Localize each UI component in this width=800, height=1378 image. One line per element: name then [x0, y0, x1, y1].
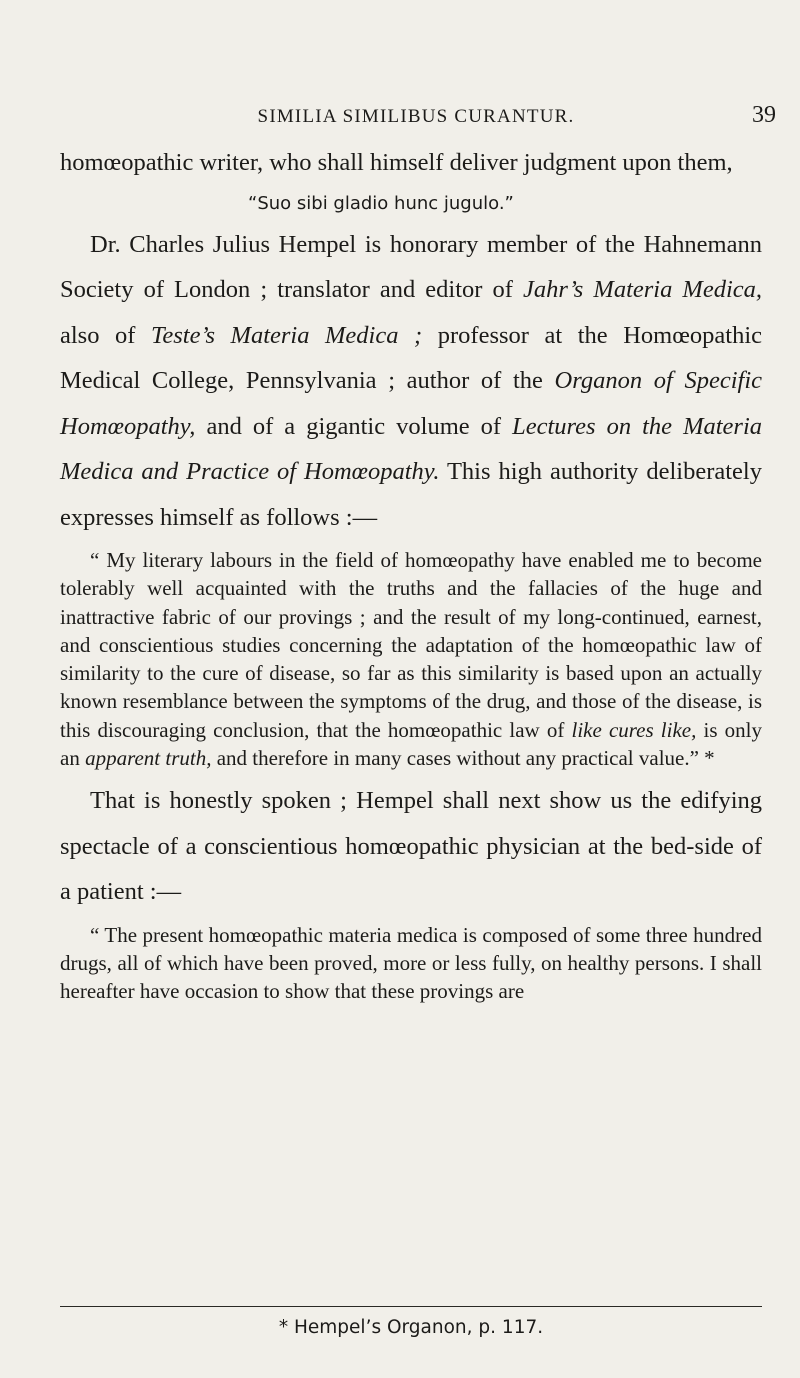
- footnote: * Hempel’s Organon, p. 117.: [278, 1317, 544, 1338]
- phrase-apparent-truth: apparent truth,: [85, 746, 212, 771]
- text-run: and therefore in many cases without any practical value.” *: [211, 746, 715, 771]
- text-run: and of a gigantic volume of: [195, 412, 513, 440]
- paragraph-hempel-credentials: [60, 222, 762, 541]
- running-head: [116, 102, 776, 136]
- title-organon: Organon of Specific Homœopathy,: [60, 367, 762, 440]
- title-lectures: Lectures on the Materia Medica and Practice of Homœopathy.: [60, 412, 762, 485]
- text-run: is only an: [60, 717, 763, 771]
- title-teste-materia-medica: Teste’s Materia Medica ;: [150, 321, 423, 349]
- phrase-like-cures-like: like cures like,: [571, 717, 697, 742]
- running-title: SIMILIA SIMILIBUS CURANTUR.: [257, 106, 575, 127]
- paragraph-honestly-spoken: That is honestly spoken ; Hempel shall next show us the edifying spectacle of a conscientious homœopathic physician at the bed-side of a patient :—: [60, 787, 762, 906]
- text-run: professor at the Homœopathic Medical College, Pennsylvania ; author of the: [60, 321, 762, 394]
- page-number: 39: [752, 102, 776, 128]
- text-run: Dr. Charles Julius Hempel is honorary member of the Hahnemann Society of London ; translator and editor of: [60, 230, 762, 303]
- text-run: also of: [60, 321, 151, 349]
- block-quote-hempel: [60, 546, 762, 772]
- block-quote-materia-medica: “ The present homœopathic materia medica is composed of some three hundred drugs, all of which have been proved, more or less fully, on healthy persons. I shall hereafter have occasion to show that these provings are: [60, 922, 762, 1004]
- paragraph-continuation: homœopathic writer, who shall himself deliver judgment upon them,: [60, 149, 733, 176]
- body-text: [60, 140, 762, 1012]
- text-run: “ My literary labours in the field of homœopathy have enabled me to become tolerably well acquainted with the truths and the fallacies of the huge and inattractive fabric of our provings ; and the result of my long-continued, earnest, and conscientious studies concerning the adaptation of the homœopathic law of similarity to the cure of disease, so far as this similarity is based upon an actually known resemblance between the symptoms of the drug, and those of the disease, is this discouraging conclusion, that the homœopathic law of: [60, 548, 762, 742]
- title-jahr-materia-medica: Jahr’s Materia Medica,: [522, 276, 763, 303]
- text-run: This high authority deliberately expresses himself as follows :—: [60, 458, 762, 531]
- footnote-divider: [60, 1306, 762, 1307]
- latin-epigraph: “Suo sibi gladio hunc jugulo.”: [248, 192, 514, 214]
